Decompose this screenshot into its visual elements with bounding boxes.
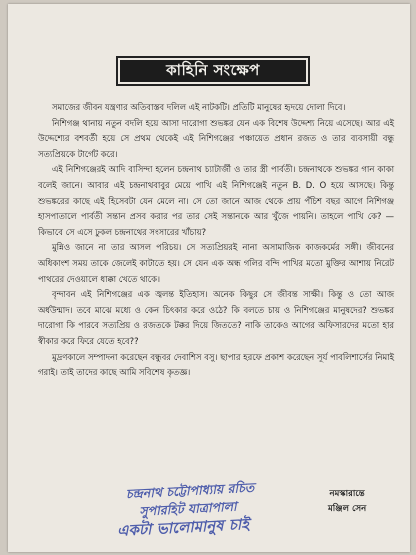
synopsis-paragraph: সমাজের জীবন যন্ত্রণার অতিবাস্তব দলিল এই নাটকটি। প্রতিটি মানুষের হৃদয়ে দোলা দিবে। <box>52 102 346 112</box>
page-title: কাহিনি সংক্ষেপ <box>120 60 306 82</box>
stamp-line: চন্দ্রনাথ চট্টোপাধ্যায় রচিত <box>125 479 255 502</box>
synopsis-paragraph: বৃন্দাবন এই নিশিগঞ্জের এক জ্বলন্ত ইতিহাস। অনেক কিছুর সে জীবন্ত সাক্ষী। কিন্তু ও তো আজ অর্ধউন্মাদ। তবে মাঝে মধ্যে ও কেন চিৎকার করে ওঠে? কি বলতে চায় ও নিশিগঞ্জের মানুষদের? শুভঙ্কর দারোগা কি পারবে সত্যপ্রিয় ও রজতকে টক্কর দিয়ে জিততে? নাকি তাকেও আগের অফিসারদের মতো হার স্বীকার করে ফিরে যেতে হবে?? <box>38 289 394 346</box>
synopsis-paragraph: মুন্নিও জানে না তার আসল পরিচয়। সে সত্যপ্রিয়রই নানা অসামাজিক কাজকর্মের সঙ্গী। জীবনের অধিকাংশ সময় তাকে জেলেই কাটাতে হয়। সে যেন এক অন্ধ গলির বন্দি পাখির মতো মুক্তির আশায় নিরেট পাথরের দেওয়ালে ধাক্কা খেতে থাকে। <box>38 242 394 284</box>
publisher-stamp <box>65 475 317 542</box>
synopsis-paragraph: মুদ্রণকালে সম্পাদনা করেছেন বন্ধুবর দেবাশিস বসু। ছাপার হরফে প্রকাশ করেছেন সূর্য পাবলিশার্সের নিমাই গরাই। তাই তাদের কাছে আমি সবিশেষ কৃতজ্ঞ। <box>38 351 394 378</box>
stamp-line: সুপারহিট যাত্রাপালা <box>139 498 237 519</box>
book-page <box>8 4 410 552</box>
synopsis-paragraph: নিশিগঞ্জ থানায় নতুন বদলি হয়ে আসা দারোগা শুভঙ্কর যেন এক বিশেষ উদ্দেশ্য নিয়ে এসেছে। আর এই উদ্দেশ্যের বশবর্তী হয়ে সে প্রথম থেকেই এই নিশিগঞ্জের পঞ্চায়েত প্রধান রজত ও তার ব্যবসায়ী বন্ধু সত্যপ্রিয়কে টার্গেট করে। <box>38 117 394 159</box>
synopsis-paragraph: এই নিশিগঞ্জেরই আদি বাসিন্দা হলেন চন্দ্রনাথ চ্যাটার্জী ও তার স্ত্রী পার্বতী। চন্দ্রনাথকে শুভঙ্কর গান কাকা বলেই জানে। আবার এই চন্দ্রনাথবাবুর মেয়ে পাখি এই নিশিগঞ্জেই নতুন B. D. O হয়ে আসছে। কিন্তু শুভঙ্করের কাছে এই হিসেবটা যেন মেলে না। সে তো জানে আজ থেকে প্রায় পঁচিশ বছর আগে নিশিগঞ্জ হাসপাতালে পার্বতী সন্তান প্রসব করার পর তার সেই সন্তানকে আর খুঁজে পায়নি। তাহলে পাখি কে? — কিভাবে সে এসে ঢুকল চন্দ্রনাথের সংসারের খাঁচায়? <box>38 164 394 237</box>
title-frame <box>116 56 310 86</box>
author-name: মঞ্জিল সেন <box>328 504 367 514</box>
stamp-line: একটা ভালোমানুষ চাই <box>116 515 250 540</box>
signoff-greeting: নমস্কারান্তে <box>329 489 365 499</box>
signoff <box>328 487 366 517</box>
synopsis-body <box>38 100 394 381</box>
